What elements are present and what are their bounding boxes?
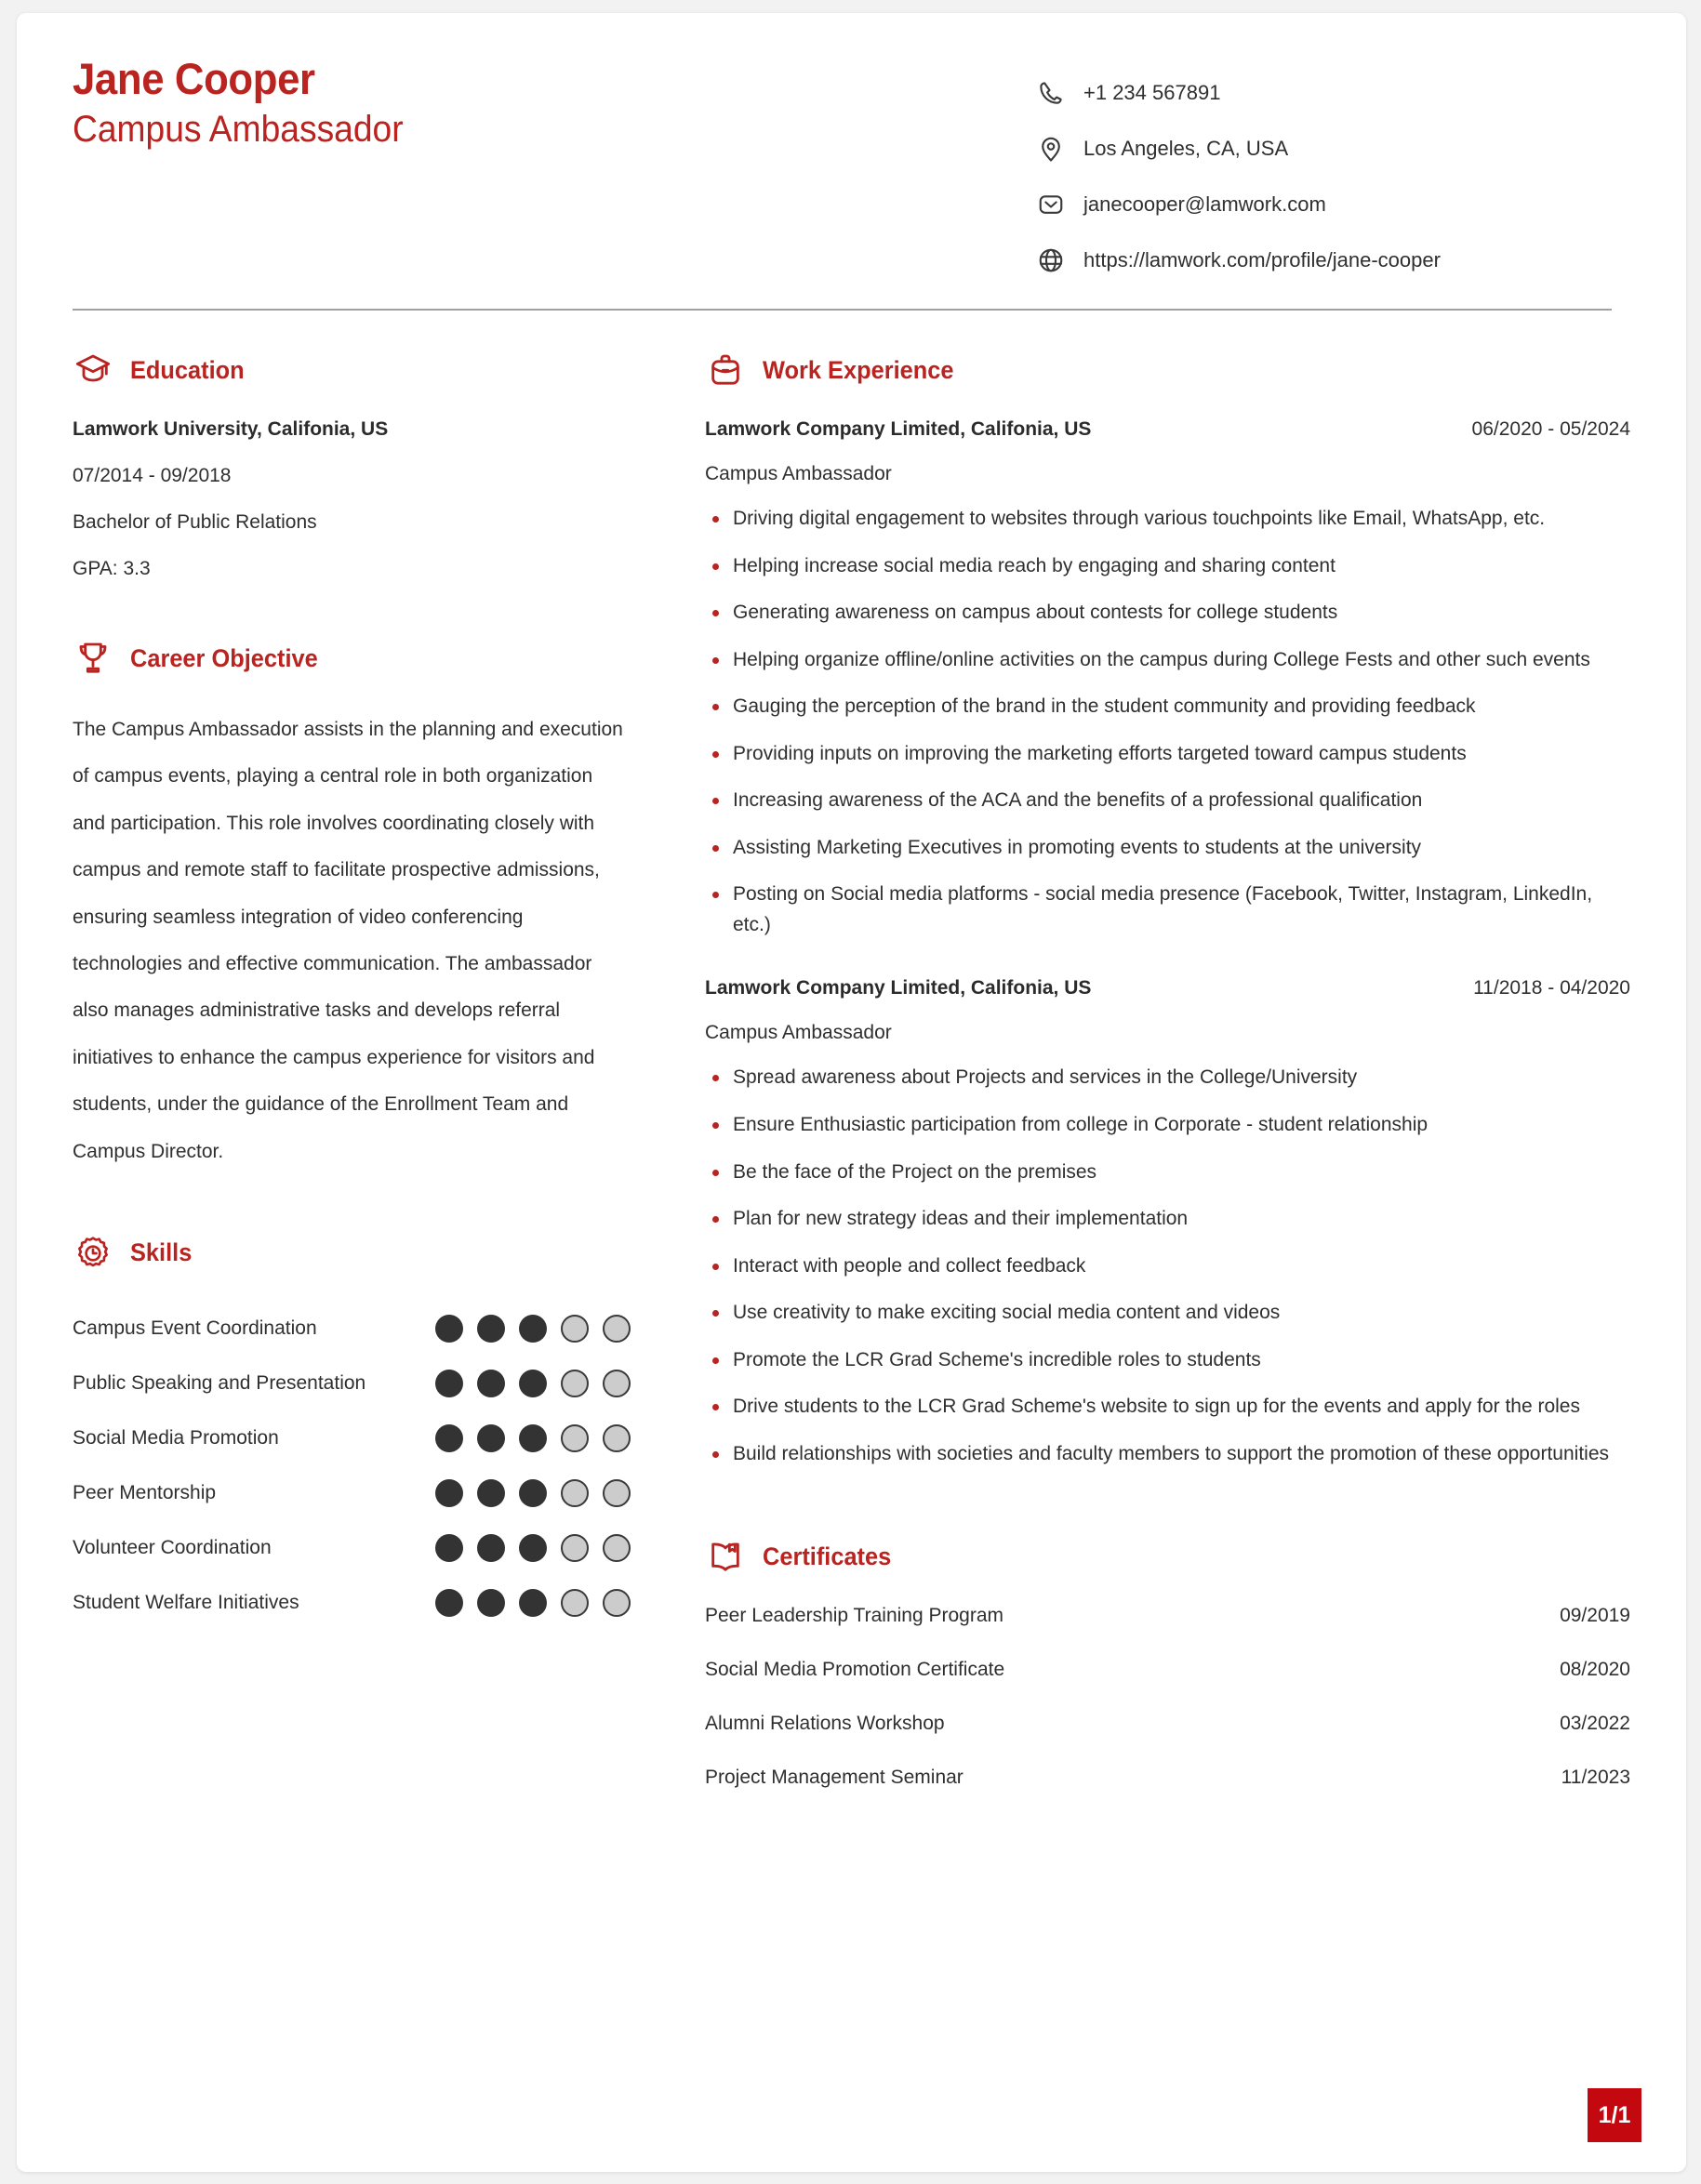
- skill-row: [73, 1521, 631, 1576]
- rating-dot-filled: [519, 1589, 547, 1617]
- job-role-subtitle: Campus Ambassador: [73, 108, 404, 150]
- globe-icon: [1035, 245, 1067, 276]
- briefcase-icon: [705, 350, 746, 390]
- experience-bullet: Interact with people and collect feedback: [705, 1251, 1630, 1282]
- graduation-cap-icon: [73, 350, 113, 390]
- certificate-date: 11/2023: [1561, 1767, 1630, 1789]
- education-gpa: GPA: 3.3: [73, 558, 151, 579]
- rating-dot-empty: [603, 1479, 631, 1507]
- left-column: [73, 350, 631, 1820]
- skill-row: [73, 1411, 631, 1466]
- page-title: Jane Cooper: [73, 54, 315, 103]
- rating-dot-empty: [603, 1589, 631, 1617]
- certificate-row: [705, 1659, 1630, 1681]
- skill-name: Peer Mentorship: [73, 1482, 217, 1504]
- experience-bullet: Driving digital engagement to websites through various touchpoints like Email, WhatsApp, etc.: [705, 504, 1630, 535]
- resume-page: [17, 13, 1686, 2172]
- education-degree: Bachelor of Public Relations: [73, 511, 317, 533]
- rating-dot-empty: [603, 1370, 631, 1397]
- experience-bullet: Drive students to the LCR Grad Scheme's website to sign up for the events and apply for the roles: [705, 1392, 1630, 1423]
- certificate-row: [705, 1767, 1630, 1789]
- certificates-list: [705, 1605, 1630, 1789]
- rating-dot-filled: [435, 1534, 463, 1562]
- resume-content: [73, 35, 1630, 1820]
- contact-list: [1035, 56, 1630, 288]
- contact-row-location[interactable]: [1035, 121, 1630, 177]
- skill-rating-dots: [435, 1479, 631, 1507]
- contact-row-phone[interactable]: [1035, 65, 1630, 121]
- certificate-name: Alumni Relations Workshop: [705, 1713, 945, 1735]
- objective-title: Career Objective: [130, 643, 318, 672]
- certificates-heading: [705, 1536, 1630, 1577]
- rating-dot-empty: [603, 1534, 631, 1562]
- skill-row: [73, 1576, 631, 1631]
- rating-dot-filled: [519, 1370, 547, 1397]
- location-text: Los Angeles, CA, USA: [1083, 137, 1289, 160]
- education-dates: 07/2014 - 09/2018: [73, 465, 232, 486]
- skills-heading: [73, 1233, 631, 1274]
- rating-dot-empty: [561, 1370, 589, 1397]
- rating-dot-empty: [561, 1589, 589, 1617]
- rating-dot-filled: [519, 1534, 547, 1562]
- experience-heading: [705, 350, 1630, 390]
- experience-company: Lamwork Company Limited, Califonia, US: [705, 418, 1092, 440]
- skills-title: Skills: [130, 1238, 193, 1267]
- rating-dot-filled: [435, 1589, 463, 1617]
- rating-dot-empty: [603, 1315, 631, 1343]
- experience-bullet: Gauging the perception of the brand in the student community and providing feedback: [705, 692, 1630, 722]
- rating-dot-empty: [561, 1534, 589, 1562]
- skill-name: Volunteer Coordination: [73, 1537, 272, 1559]
- experience-bullet: Plan for new strategy ideas and their implementation: [705, 1204, 1630, 1235]
- rating-dot-filled: [477, 1424, 505, 1452]
- experience-bullet: Assisting Marketing Executives in promoting events to students at the university: [705, 833, 1630, 864]
- rating-dot-filled: [435, 1479, 463, 1507]
- education-school: Lamwork University, Califonia, US: [73, 418, 389, 440]
- certificate-date: 03/2022: [1560, 1713, 1630, 1735]
- experience-entry: [705, 977, 1630, 1469]
- rating-dot-filled: [477, 1534, 505, 1562]
- rating-dot-filled: [477, 1315, 505, 1343]
- certificate-name: Peer Leadership Training Program: [705, 1605, 1004, 1627]
- experience-bullet: Be the face of the Project on the premises: [705, 1158, 1630, 1188]
- objective-text: The Campus Ambassador assists in the planning and execution of campus events, playing a central role in both organization and participation. This role involves coordinating closely with campus and remote staff to facilitate prospective admissions, ensuring seamless integration of video conferencing technologies and effective communication. The ambassador also manages administrative tasks and develops referral initiatives to enhance the campus experience for visitors and students, under the guidance of the Enrollment Team and Campus Director.: [73, 719, 623, 1162]
- email-icon: [1035, 189, 1067, 220]
- trophy-icon: [73, 638, 113, 679]
- gear-clock-icon: [73, 1233, 113, 1274]
- experience-list: [705, 418, 1630, 1469]
- phone-icon: [1035, 77, 1067, 109]
- rating-dot-filled: [519, 1424, 547, 1452]
- skill-name: Public Speaking and Presentation: [73, 1372, 366, 1395]
- experience-company: Lamwork Company Limited, Califonia, US: [705, 977, 1092, 999]
- contact-row-website[interactable]: [1035, 232, 1630, 288]
- contact-row-email[interactable]: [1035, 177, 1630, 232]
- skill-rating-dots: [435, 1589, 631, 1617]
- certificate-date: 09/2019: [1560, 1605, 1630, 1627]
- rating-dot-filled: [519, 1315, 547, 1343]
- page-number-badge: 1/1: [1588, 2088, 1641, 2142]
- skill-row: [73, 1357, 631, 1411]
- objective-heading: [73, 638, 631, 679]
- experience-bullets: [705, 1063, 1630, 1469]
- rating-dot-filled: [519, 1479, 547, 1507]
- skill-rating-dots: [435, 1315, 631, 1343]
- skill-rating-dots: [435, 1424, 631, 1452]
- skill-rating-dots: [435, 1534, 631, 1562]
- certificate-name: Project Management Seminar: [705, 1767, 963, 1789]
- experience-bullet: Ensure Enthusiastic participation from college in Corporate - student relationship: [705, 1110, 1630, 1141]
- skill-row: [73, 1466, 631, 1521]
- experience-bullet: Build relationships with societies and faculty members to support the promotion of these opportunities: [705, 1439, 1630, 1470]
- skill-rating-dots: [435, 1370, 631, 1397]
- experience-bullet: Helping increase social media reach by engaging and sharing content: [705, 551, 1630, 582]
- website-text: https://lamwork.com/profile/jane-cooper: [1083, 248, 1441, 271]
- rating-dot-empty: [561, 1424, 589, 1452]
- experience-title: Work Experience: [763, 355, 954, 384]
- experience-bullet: Posting on Social media platforms - social media presence (Facebook, Twitter, Instagram, LinkedIn, etc.): [705, 880, 1630, 940]
- identity-block: [73, 56, 428, 152]
- education-title: Education: [130, 355, 245, 384]
- experience-bullet: Increasing awareness of the ACA and the benefits of a professional qualification: [705, 786, 1630, 816]
- experience-entry: [705, 418, 1630, 940]
- experience-role: Campus Ambassador: [705, 463, 892, 484]
- education-heading: [73, 350, 631, 390]
- phone-text: +1 234 567891: [1083, 81, 1221, 104]
- experience-entry-header: [705, 418, 1630, 441]
- right-column: [705, 350, 1630, 1820]
- certificate-date: 08/2020: [1560, 1659, 1630, 1681]
- rating-dot-filled: [435, 1370, 463, 1397]
- certificate-name: Social Media Promotion Certificate: [705, 1659, 1005, 1681]
- experience-bullet: Providing inputs on improving the marketing efforts targeted toward campus students: [705, 739, 1630, 770]
- skill-row: [73, 1302, 631, 1357]
- education-entry: [73, 418, 631, 580]
- experience-bullet: Use creativity to make exciting social media content and videos: [705, 1298, 1630, 1329]
- location-icon: [1035, 133, 1067, 165]
- resume-header: [73, 35, 1630, 288]
- book-bookmark-icon: [705, 1536, 746, 1577]
- experience-role: Campus Ambassador: [705, 1022, 892, 1044]
- rating-dot-filled: [477, 1479, 505, 1507]
- header-divider: [73, 309, 1612, 311]
- skill-name: Campus Event Coordination: [73, 1317, 317, 1340]
- skill-name: Social Media Promotion: [73, 1427, 279, 1449]
- certificate-row: [705, 1605, 1630, 1627]
- certificate-row: [705, 1713, 1630, 1735]
- experience-date: 06/2020 - 05/2024: [1471, 418, 1630, 440]
- experience-date: 11/2018 - 04/2020: [1473, 977, 1630, 999]
- experience-bullet: Promote the LCR Grad Scheme's incredible roles to students: [705, 1345, 1630, 1376]
- experience-bullet: Helping organize offline/online activities on the campus during College Fests and other such events: [705, 645, 1630, 676]
- certificates-title: Certificates: [763, 1542, 892, 1570]
- experience-entry-header: [705, 977, 1630, 999]
- experience-bullet: Spread awareness about Projects and services in the College/University: [705, 1063, 1630, 1093]
- rating-dot-filled: [435, 1315, 463, 1343]
- two-column-body: [73, 350, 1630, 1820]
- experience-bullets: [705, 504, 1630, 940]
- skills-list: [73, 1302, 631, 1631]
- experience-bullet: Generating awareness on campus about contests for college students: [705, 598, 1630, 629]
- rating-dot-filled: [477, 1589, 505, 1617]
- rating-dot-empty: [603, 1424, 631, 1452]
- skill-name: Student Welfare Initiatives: [73, 1592, 299, 1614]
- rating-dot-empty: [561, 1479, 589, 1507]
- rating-dot-filled: [435, 1424, 463, 1452]
- rating-dot-filled: [477, 1370, 505, 1397]
- email-text: janecooper@lamwork.com: [1083, 192, 1326, 216]
- rating-dot-empty: [561, 1315, 589, 1343]
